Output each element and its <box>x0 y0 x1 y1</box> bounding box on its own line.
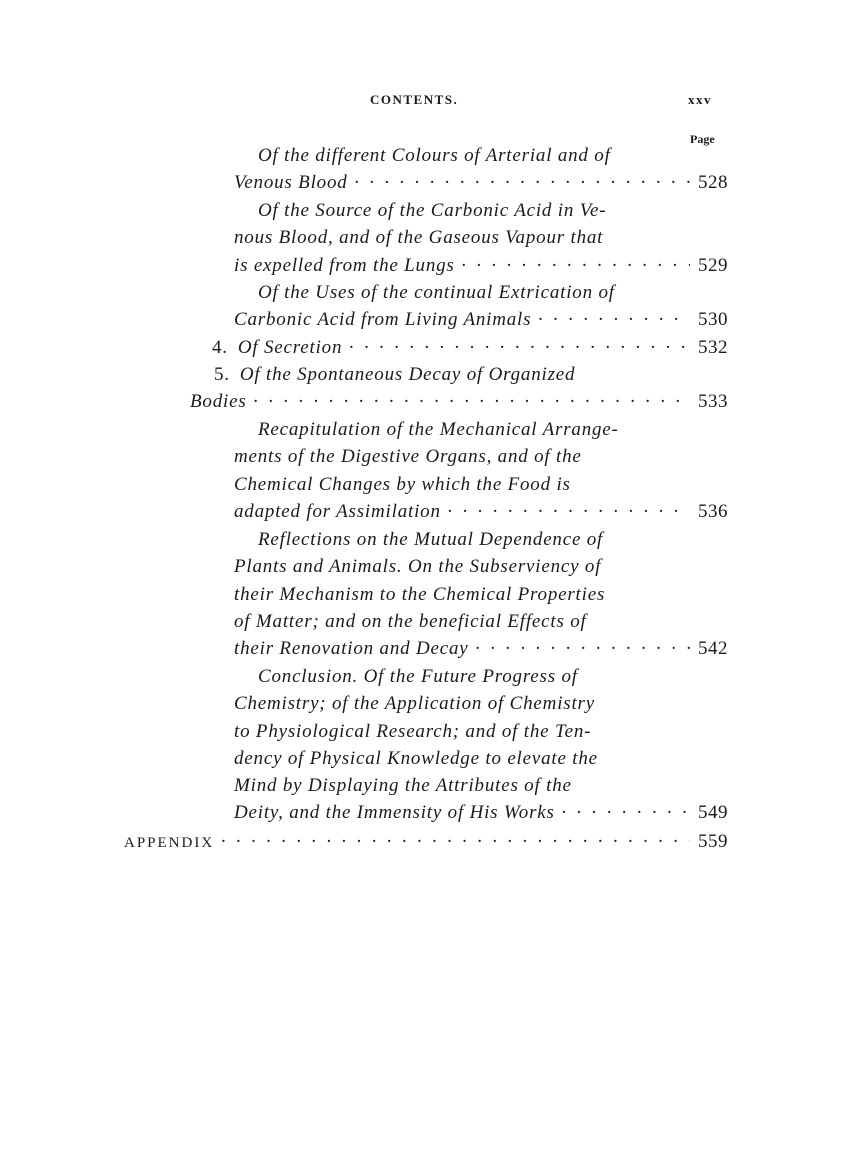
toc-entry-line: Mind by Displaying the Attributes of the <box>234 775 572 797</box>
toc-entry-line: Bodies <box>190 391 247 413</box>
toc-entry-line: Of the Source of the Carbonic Acid in Ve- <box>258 200 607 221</box>
dot-leader <box>555 799 690 826</box>
toc-entry-appendix <box>124 828 728 855</box>
toc-page-number: 533 <box>698 391 728 413</box>
toc-entry <box>190 361 728 416</box>
toc-entry-line: Recapitulation of the Mechanical Arrange- <box>258 419 619 440</box>
dot-leader <box>455 252 690 279</box>
toc-entry-line: Deity, and the Immensity of His Works <box>234 802 555 824</box>
toc-entry-line: Chemical Changes by which the Food is <box>234 473 571 495</box>
toc-page-number: 530 <box>698 309 728 331</box>
toc-page-number: 532 <box>698 337 728 358</box>
toc-entry-line: Venous Blood <box>234 172 348 194</box>
running-head-title: CONTENTS. <box>370 92 459 107</box>
toc-entry-line: Of the Uses of the continual Extrication of <box>258 282 615 303</box>
toc-entry-line: of Matter; and on the beneficial Effects of <box>234 610 587 632</box>
toc-page-number: 529 <box>698 254 728 276</box>
toc-entry <box>234 279 728 334</box>
toc-entry-line: Carbonic Acid from Living Animals <box>234 309 532 331</box>
dot-leader <box>247 388 690 415</box>
toc-entry <box>234 416 728 525</box>
dot-leader <box>348 169 690 196</box>
toc-entry <box>212 334 728 361</box>
page-column-label: Page <box>690 132 715 146</box>
toc-entry <box>234 526 728 662</box>
toc-entry-line: Conclusion. Of the Future Progress of <box>258 666 578 687</box>
toc-entry <box>234 142 728 197</box>
section-number: 4. <box>212 337 228 358</box>
toc-entry-line: Plants and Animals. On the Subserviency of <box>234 556 602 578</box>
toc-entry-line: their Mechanism to the Chemical Properties <box>234 583 606 605</box>
dot-leader <box>342 334 690 361</box>
toc-entry-line: their Renovation and Decay <box>234 638 469 660</box>
dot-leader <box>214 828 690 855</box>
running-head <box>0 92 850 112</box>
toc-page-number: 528 <box>698 172 728 194</box>
toc-page-number: 559 <box>698 831 728 852</box>
dot-leader <box>531 306 690 333</box>
dot-leader <box>441 498 690 525</box>
toc-entry-line: Reflections on the Mutual Dependence of <box>258 529 604 550</box>
toc-page-number: 536 <box>698 500 728 522</box>
toc-entry-line: dency of Physical Knowledge to elevate the <box>234 747 598 769</box>
toc-entry-line: to Physiological Research; and of the Ten- <box>234 720 592 742</box>
toc-page-number: 542 <box>698 638 728 660</box>
section-number: 5. <box>214 364 230 385</box>
toc-entry <box>234 663 728 827</box>
toc-page-number: 549 <box>698 802 728 824</box>
toc-entry-line: adapted for Assimilation <box>234 500 441 522</box>
toc-entry-line: Of the Spontaneous Decay of Organized <box>239 364 576 385</box>
toc-entry-line: Of Secretion <box>237 337 343 358</box>
dot-leader <box>469 635 691 662</box>
toc-entry-line: Of the different Colours of Arterial and of <box>258 145 611 166</box>
appendix-label: APPENDIX <box>124 835 215 851</box>
toc-entry <box>234 197 728 279</box>
toc-entry-line: is expelled from the Lungs <box>234 254 455 276</box>
toc-entry-line: nous Blood, and of the Gaseous Vapour that <box>234 227 604 249</box>
page-folio: xxv <box>688 92 712 107</box>
toc-entry-line: ments of the Digestive Organs, and of the <box>234 446 582 468</box>
toc-entry-line: Chemistry; of the Application of Chemistry <box>234 693 595 715</box>
